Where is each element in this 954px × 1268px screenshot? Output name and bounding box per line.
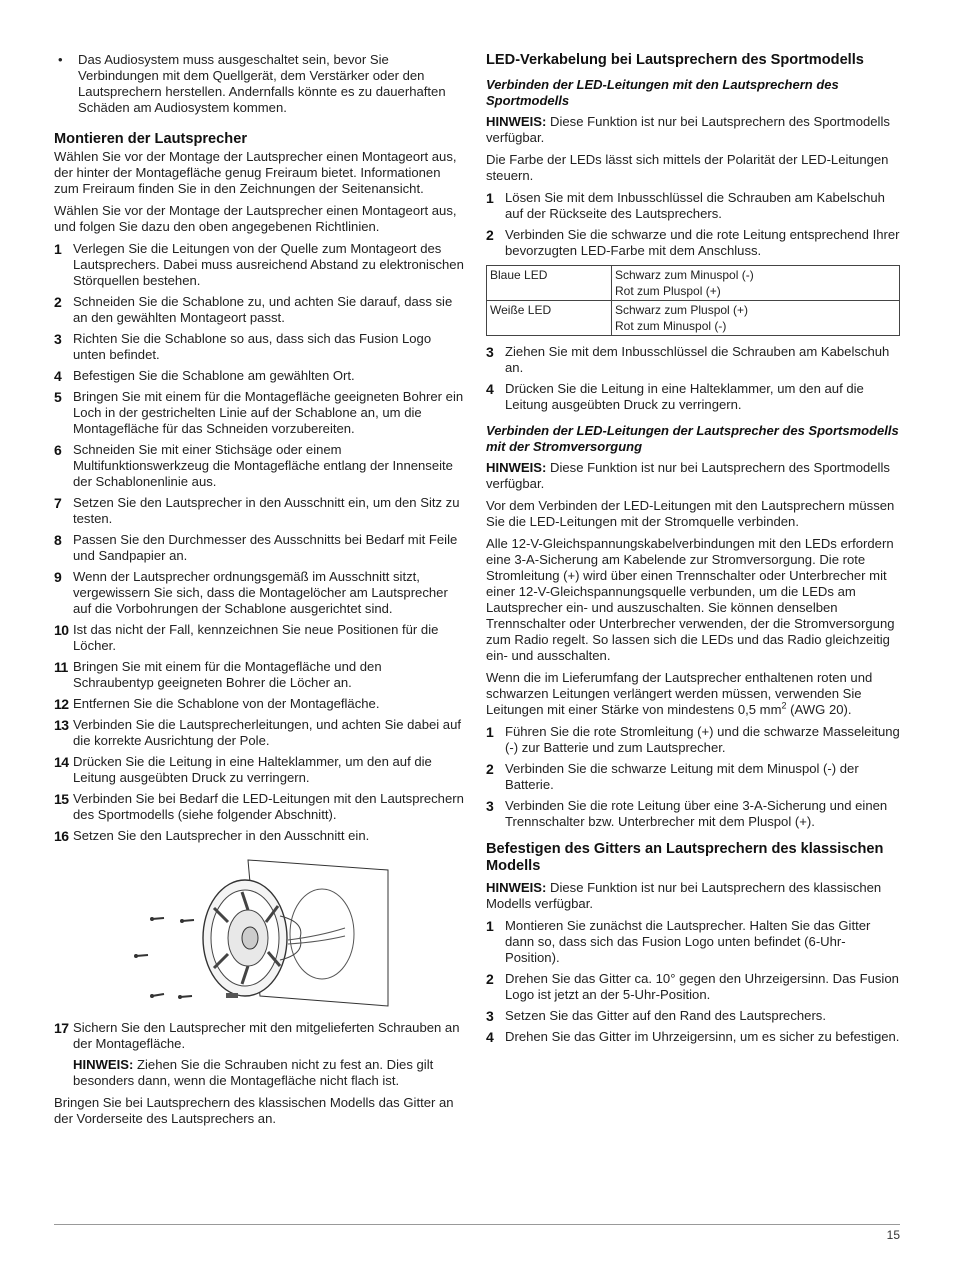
step-text: Drehen Sie das Gitter im Uhrzeigersinn, um es sicher zu befestigen. <box>505 1029 900 1044</box>
step-text: Setzen Sie den Lautsprecher in den Ausschnitt ein, um den Sitz zu testen. <box>73 495 460 526</box>
step-text: Richten Sie die Schablone so aus, dass sich das Fusion Logo unten befindet. <box>73 331 432 362</box>
step-number: 2 <box>486 761 494 777</box>
table-row <box>487 266 900 301</box>
list-item <box>486 381 900 413</box>
power-steps <box>486 724 900 830</box>
led-color-table <box>486 265 900 336</box>
speaker-mounting-illustration <box>130 856 392 1008</box>
wiring-line-2: Rot zum Pluspol (+) <box>615 284 721 298</box>
step-text: Drücken Sie die Leitung in eine Halteklammer, um den auf die Leitung ausgeübten Druck zu verringern. <box>505 381 864 412</box>
list-item <box>486 724 900 756</box>
mounting-para-1: Wählen Sie vor der Montage der Lautsprecher einen Montageort aus, der hinter der Montagefläche genug Freiraum bietet. Informationen zum Freiraum finden Sie in den Zeichnungen der Seitenansicht. <box>54 149 457 196</box>
section-title-led-wiring: LED-Verkabelung bei Lautsprechern des Sportmodells <box>486 52 864 68</box>
step-number: 6 <box>54 442 62 458</box>
mounting-para-2: Wählen Sie vor der Montage der Lautsprecher einen Montageort aus, und folgen Sie dazu den oben angegebenen Richtlinien. <box>54 203 457 234</box>
list-item <box>54 331 466 363</box>
step-text: Sichern Sie den Lautsprecher mit den mitgelieferten Schrauben an der Montagefläche. <box>73 1020 460 1051</box>
section-title-mounting: Montieren der Lautsprecher <box>54 131 248 147</box>
step-number: 3 <box>54 331 62 347</box>
closing-paragraph: Bringen Sie bei Lautsprechern des klassischen Modells das Gitter an der Vorderseite des Lautsprechers an. <box>54 1095 454 1126</box>
step-text: Setzen Sie den Lautsprecher in den Ausschnitt ein. <box>73 828 370 843</box>
list-item <box>54 754 466 786</box>
step-number: 3 <box>486 344 494 360</box>
note-label: HINWEIS: <box>73 1057 134 1072</box>
power-para-3 <box>486 670 900 718</box>
step-number: 1 <box>486 190 494 206</box>
step17-note <box>54 1057 466 1089</box>
step-text: Entfernen Sie die Schablone von der Montagefläche. <box>73 696 380 711</box>
superscript: 2 <box>781 700 787 711</box>
power-para-3-text: Wenn die im Lieferumfang der Lautsprecher enthaltenen roten und schwarzen Leitungen verlängert werden müssen, verwenden Sie Leitungen mit einer Stärke von mindestens 0,5 mm <box>486 670 873 717</box>
step-number: 2 <box>486 971 494 987</box>
list-item <box>486 1008 900 1024</box>
list-item <box>54 442 466 490</box>
step-number: 13 <box>54 717 69 733</box>
note-label: HINWEIS: <box>486 460 547 475</box>
led-note <box>486 114 900 146</box>
step-number: 1 <box>486 724 494 740</box>
led-steps-b <box>486 344 900 413</box>
step-number: 10 <box>54 622 69 638</box>
list-item <box>54 294 466 326</box>
subsection-title-led-connect: Verbinden der LED-Leitungen mit den Lautsprechern des Sportmodells <box>486 77 839 108</box>
power-para-3-tail: (AWG 20). <box>786 702 852 717</box>
bullet-dot: • <box>58 52 63 67</box>
list-item <box>486 918 900 966</box>
step-text: Verbinden Sie die rote Leitung über eine 3-A-Sicherung und einen Trennschalter bzw. Unterbrecher mit dem Pluspol (+). <box>505 798 888 829</box>
wiring-cell <box>612 301 900 336</box>
list-item <box>486 1029 900 1045</box>
step-number: 8 <box>54 532 62 548</box>
step-text: Schneiden Sie die Schablone zu, und achten Sie darauf, dass sie an den gewählten Montageort passt. <box>73 294 453 325</box>
subsection-title-led-power: Verbinden der LED-Leitungen der Lautsprecher des Sportsmodells mit der Stromversorgung <box>486 423 899 454</box>
power-para-1: Vor dem Verbinden der LED-Leitungen mit den Lautsprechern müssen Sie die LED-Leitungen mit der Stromquelle verbinden. <box>486 498 895 529</box>
list-item <box>54 389 466 437</box>
step-number: 4 <box>486 1029 494 1045</box>
list-item <box>486 344 900 376</box>
note-label: HINWEIS: <box>486 114 547 129</box>
step-number: 14 <box>54 754 69 770</box>
right-column <box>486 52 900 1050</box>
wiring-line-1: Schwarz zum Minuspol (-) <box>615 268 754 282</box>
step-number: 7 <box>54 495 62 511</box>
note-text: Ziehen Sie die Schrauben nicht zu fest an. Dies gilt besonders dann, wenn die Montagefläche nicht flach ist. <box>73 1057 434 1088</box>
power-para-2: Alle 12-V-Gleichspannungskabelverbindungen mit den LEDs erfordern eine 3-A-Sicherung am Kabelende zur Stromversorgung. Die rote Stromleitung (+) wird über einen Trennschalter oder Unterbrecher mit einer 12-V-Gleichspannungsquelle verbunden, um die LEDs am Lautsprecher ein- und auszuschalten. Sie können denselben Trennschalter oder Unterbrecher verwenden, der die Stromversorgung zum Radio regelt. So lassen sich die LEDs und das Radio gleichzeitig ein- und ausschalten. <box>486 536 895 663</box>
section-title-grille: Befestigen des Gitters an Lautsprechern des klassischen Modells <box>486 841 884 874</box>
step-text: Ist das nicht der Fall, kennzeichnen Sie neue Positionen für die Löcher. <box>73 622 439 653</box>
left-column <box>54 52 466 1133</box>
step-text: Verlegen Sie die Leitungen von der Quelle zum Montageort des Lautsprechers. Dabei muss ausreichend Abstand zu elektronischen Störquellen bestehen. <box>73 241 464 288</box>
intro-bullet <box>54 52 466 116</box>
wiring-line-2: Rot zum Minuspol (-) <box>615 319 727 333</box>
table-row <box>487 301 900 336</box>
step-number: 3 <box>486 798 494 814</box>
step-number: 2 <box>486 227 494 243</box>
step-text: Ziehen Sie mit dem Inbusschlüssel die Schrauben am Kabelschuh an. <box>505 344 890 375</box>
list-item <box>54 622 466 654</box>
step-number: 12 <box>54 696 69 712</box>
step-number: 3 <box>486 1008 494 1024</box>
list-item <box>54 368 466 384</box>
wiring-cell <box>612 266 900 301</box>
mounting-steps <box>54 241 466 844</box>
step-text: Wenn der Lautsprecher ordnungsgemäß im Ausschnitt sitzt, vergewissern Sie sich, dass die Montagelöcher am Lautsprecher auf die Vorbohrungen der Schablone ausgerichtet sind. <box>73 569 448 616</box>
note-text: Diese Funktion ist nur bei Lautsprechern des Sportmodells verfügbar. <box>486 460 890 491</box>
list-item <box>54 717 466 749</box>
step-text: Verbinden Sie bei Bedarf die LED-Leitungen mit den Lautsprechern des Sportmodells (siehe folgender Abschnitt). <box>73 791 464 822</box>
step-text: Befestigen Sie die Schablone am gewählten Ort. <box>73 368 355 383</box>
step-text: Verbinden Sie die Lautsprecherleitungen, und achten Sie dabei auf die korrekte Ausrichtung der Pole. <box>73 717 462 748</box>
list-item <box>486 190 900 222</box>
wiring-line-1: Schwarz zum Pluspol (+) <box>615 303 749 317</box>
list-item <box>486 761 900 793</box>
list-item <box>486 971 900 1003</box>
step-text: Verbinden Sie die schwarze und die rote Leitung entsprechend Ihrer bevorzugten LED-Farbe mit dem Anschluss. <box>505 227 900 258</box>
led-polarity-para: Die Farbe der LEDs lässt sich mittels der Polarität der LED-Leitungen steuern. <box>486 152 889 183</box>
list-item <box>54 696 466 712</box>
list-item <box>54 828 466 844</box>
list-item <box>54 532 466 564</box>
list-item <box>54 1020 466 1052</box>
led-steps-a <box>486 190 900 259</box>
step-number: 16 <box>54 828 69 844</box>
list-item <box>54 659 466 691</box>
list-item <box>54 241 466 289</box>
step-text: Bringen Sie mit einem für die Montagefläche und den Schraubentyp geeigneten Bohrer die Löcher an. <box>73 659 382 690</box>
step-text: Drehen Sie das Gitter ca. 10° gegen den Uhrzeigersinn. Das Fusion Logo ist jetzt an der 5-Uhr-Position. <box>505 971 899 1002</box>
step-number: 5 <box>54 389 62 405</box>
step-number: 1 <box>486 918 494 934</box>
step-text: Lösen Sie mit dem Inbusschlüssel die Schrauben am Kabelschuh auf der Rückseite des Lautsprechers. <box>505 190 885 221</box>
note-text: Diese Funktion ist nur bei Lautsprechern des klassischen Modells verfügbar. <box>486 880 882 911</box>
step-text: Setzen Sie das Gitter auf den Rand des Lautsprechers. <box>505 1008 826 1023</box>
step-number: 17 <box>54 1020 69 1036</box>
step-text: Drücken Sie die Leitung in eine Halteklammer, um den auf die Leitung ausgeübten Druck zu verringern. <box>73 754 432 785</box>
note-text: Diese Funktion ist nur bei Lautsprechern des Sportmodells verfügbar. <box>486 114 890 145</box>
list-item <box>54 569 466 617</box>
step-number: 9 <box>54 569 62 585</box>
step-text: Montieren Sie zunächst die Lautsprecher. Halten Sie das Gitter dann so, dass sich das Fusion Logo unten befindet (6-Uhr-Position). <box>505 918 871 965</box>
list-item <box>486 227 900 259</box>
led-color-cell: Weiße LED <box>487 301 612 336</box>
step-text: Schneiden Sie mit einer Stichsäge oder einem Multifunktionswerkzeug die Montagefläche entlang der Innenseite der Schablonenlinie aus. <box>73 442 453 489</box>
list-item <box>54 495 466 527</box>
step-text: Verbinden Sie die schwarze Leitung mit dem Minuspol (-) der Batterie. <box>505 761 859 792</box>
mounting-step-17 <box>54 1020 466 1052</box>
list-item <box>486 798 900 830</box>
power-note <box>486 460 900 492</box>
step-text: Passen Sie den Durchmesser des Ausschnitts bei Bedarf mit Feile und Sandpapier an. <box>73 532 458 563</box>
note-label: HINWEIS: <box>486 880 547 895</box>
grille-note <box>486 880 900 912</box>
grille-steps <box>486 918 900 1045</box>
step-number: 4 <box>54 368 62 384</box>
led-color-cell: Blaue LED <box>487 266 612 301</box>
step-number: 2 <box>54 294 62 310</box>
step-number: 11 <box>54 659 68 675</box>
footer-divider <box>54 1224 900 1225</box>
intro-bullet-text: Das Audiosystem muss ausgeschaltet sein, bevor Sie Verbindungen mit dem Quellgerät, dem Verstärker oder den Lautsprechern herstellen. Andernfalls könnte es zu dauerhaften Schäden am Audiosystem kommen. <box>78 52 446 115</box>
step-text: Bringen Sie mit einem für die Montagefläche geeigneten Bohrer ein Loch in der gestrichelten Linie auf der Schablone an, um die Montagefläche für das Schneiden vorzubereiten. <box>73 389 464 436</box>
step-number: 15 <box>54 791 69 807</box>
step-text: Führen Sie die rote Stromleitung (+) und die schwarze Masseleitung (-) zur Batterie und zum Lautsprecher. <box>505 724 900 755</box>
step-number: 1 <box>54 241 62 257</box>
step-number: 4 <box>486 381 494 397</box>
list-item <box>54 791 466 823</box>
speaker-mounting-drawing <box>130 856 392 1008</box>
page-number: 15 <box>886 1228 900 1242</box>
